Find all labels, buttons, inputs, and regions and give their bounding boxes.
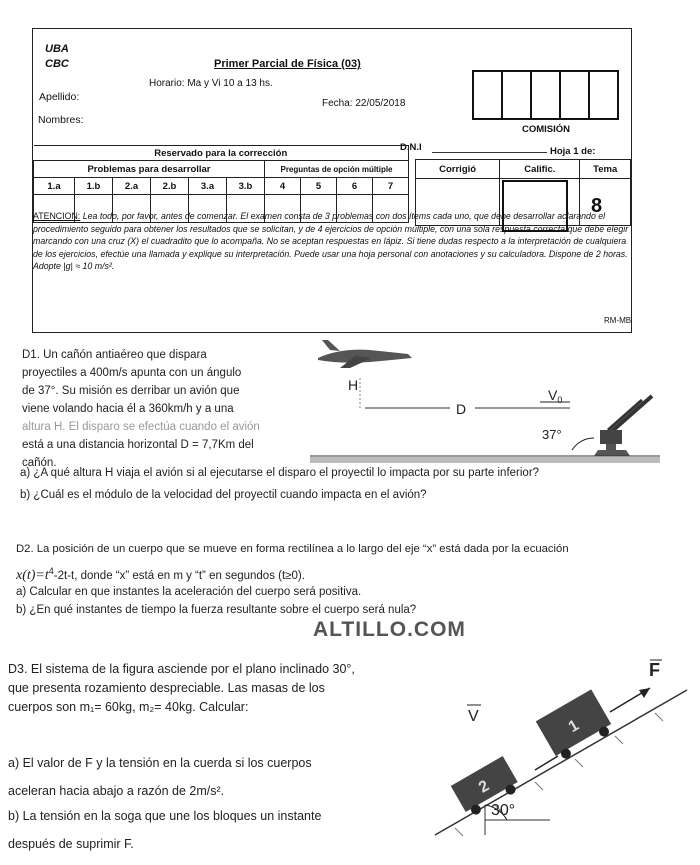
dni-field[interactable] — [432, 152, 547, 153]
multiple-col: 5 — [301, 178, 337, 195]
d1-line: viene volando hacia él a 360km/h y a una — [22, 403, 234, 415]
airplane-icon — [318, 340, 412, 368]
fig-h-label: H — [348, 377, 359, 393]
tema-label: Tema — [580, 160, 631, 179]
d3-figure — [425, 630, 695, 845]
problem-col: 3.b — [227, 178, 265, 195]
problem-col: 1.a — [34, 178, 75, 195]
d3-line: que presenta rozamiento despreciable. Las masas de los — [8, 681, 325, 695]
exam-title: Primer Parcial de Física (03) — [214, 58, 361, 70]
attention-body: Lea todo, por favor, antes de comenzar. El examen consta de 3 problemas con dos ítems cada uno, que debe desarrollar aclarando el procedimiento seguido para obtener los resultados que se solicitan, y de 4 ejercicios de opción múltiple, con una sola respuesta correcta que debe elegir marcando con una cruz (X) el cuadradito que lo acompaña. No se aceptan respuestas en lápiz. Si tiene dudas respecto a la interpretación de cualquiera de los ejercicios, efectúe una llamada y explique su interpretación. Puede usar una hoja personal con anotaciones y su calculadora. Dispone de 2 horas. Adopte |g| ≈ 10 m/s². — [33, 211, 629, 272]
exam-date: Fecha: 22/05/2018 — [322, 98, 406, 109]
d2-question-b: b) ¿En qué instantes de tiempo la fuerza resultante sobre el cuerpo será nula? — [16, 604, 417, 616]
institution-line: CBC — [45, 58, 69, 70]
d3-question-a: a) El valor de F y la tensión en la cuerda si los cuerpos aceleran hacia abajo a razón de 2m/s². — [8, 756, 312, 798]
hoja-label: Hoja 1 de: — [550, 146, 596, 157]
corrigio-label: Corrigió — [416, 160, 500, 179]
d3-line: cuerpos son m₁= 60kg, m₂= 40kg. Calcular: — [8, 700, 249, 714]
d2-line1: D2. La posición de un cuerpo que se mueve en forma rectilínea a lo largo del eje “x” está dada por la ecuación — [16, 543, 569, 555]
problem-d3 — [8, 660, 428, 717]
comision-digit-box[interactable] — [501, 70, 532, 120]
comision-boxes[interactable] — [474, 70, 619, 120]
fig-angle-label: 37° — [542, 427, 562, 442]
schedule: Horario: Ma y Vi 10 a 13 hs. — [149, 78, 273, 89]
comision-label: COMISIÓN — [522, 124, 571, 135]
problem-col: 1.b — [75, 178, 113, 195]
d1-line: de 37°. Su misión es derribar un avión que — [22, 385, 240, 397]
block-2-label: 2 — [476, 777, 493, 797]
dni-label: D.N.I — [400, 142, 422, 153]
multiple-col: 4 — [265, 178, 301, 195]
force-label: F — [649, 660, 660, 680]
institution — [45, 42, 69, 72]
d3-line: D3. El sistema de la figura asciende por el plano inclinado 30°, — [8, 662, 355, 676]
reserved-label: Reservado para la corrección — [34, 146, 409, 161]
multiple-col: 7 — [373, 178, 409, 195]
d1-question-b: b) ¿Cuál es el módulo de la velocidad del proyectil cuando impacta en el avión? — [20, 489, 427, 501]
exam-code: RM-MB — [604, 316, 632, 325]
nombres-label: Nombres: — [38, 114, 84, 126]
d3-question-b: b) La tensión en la soga que une los bloques un instante después de suprimir F. — [8, 809, 322, 851]
comision-digit-box[interactable] — [588, 70, 619, 120]
comision-digit-box[interactable] — [472, 70, 503, 120]
multiple-label: Preguntas de opción múltiple — [265, 161, 409, 178]
d1-line: altura H. El disparo se efectúa cuando el avión — [22, 421, 260, 433]
tema-value: 8 — [591, 195, 603, 217]
attention-title: ATENCION: — [33, 211, 81, 221]
d1-figure — [310, 338, 670, 470]
apellido-label: Apellido: — [39, 91, 80, 103]
institution-line: UBA — [45, 43, 69, 55]
comision-digit-box[interactable] — [530, 70, 561, 120]
calific-label: Calific. — [500, 160, 580, 179]
fig-v-label: $V_0$ — [548, 387, 563, 405]
d2-question-a: a) Calcular en que instantes la aceleración del cuerpo será positiva. — [16, 586, 362, 598]
d1-question-a: a) ¿A qué altura H viaja el avión si al ejecutarse el disparo el proyectil lo impacta por su parte inferior? — [20, 467, 540, 479]
watermark: ALTILLO.COM — [313, 618, 466, 641]
d1-line: cañón. — [22, 457, 57, 469]
d2-line2: $x(t)=t^4-2t-t$, donde “x” está en m y “t” en segundos (t≥0). — [16, 566, 305, 583]
cannon-icon — [594, 396, 652, 456]
problem-col: 2.a — [113, 178, 151, 195]
problem-col: 3.a — [189, 178, 227, 195]
problems-label: Problemas para desarrollar — [34, 161, 265, 178]
block-1 — [536, 689, 615, 763]
comision-digit-box[interactable] — [559, 70, 590, 120]
fig-d-label: D — [456, 401, 467, 417]
d1-line: D1. Un cañón antiaéreo que dispara — [22, 349, 207, 361]
d1-line: proyectiles a 400m/s apunta con un ángulo — [22, 367, 242, 379]
multiple-col: 6 — [337, 178, 373, 195]
velocity-label: V — [468, 708, 479, 725]
problem-col: 2.b — [151, 178, 189, 195]
block-1-label: 1 — [565, 716, 582, 737]
incline-angle-label: 30° — [491, 802, 516, 819]
d1-line: está a una distancia horizontal D = 7,7Km del — [22, 439, 254, 451]
rope — [535, 756, 558, 770]
attention-text — [33, 210, 631, 273]
problem-d1 — [22, 346, 322, 472]
